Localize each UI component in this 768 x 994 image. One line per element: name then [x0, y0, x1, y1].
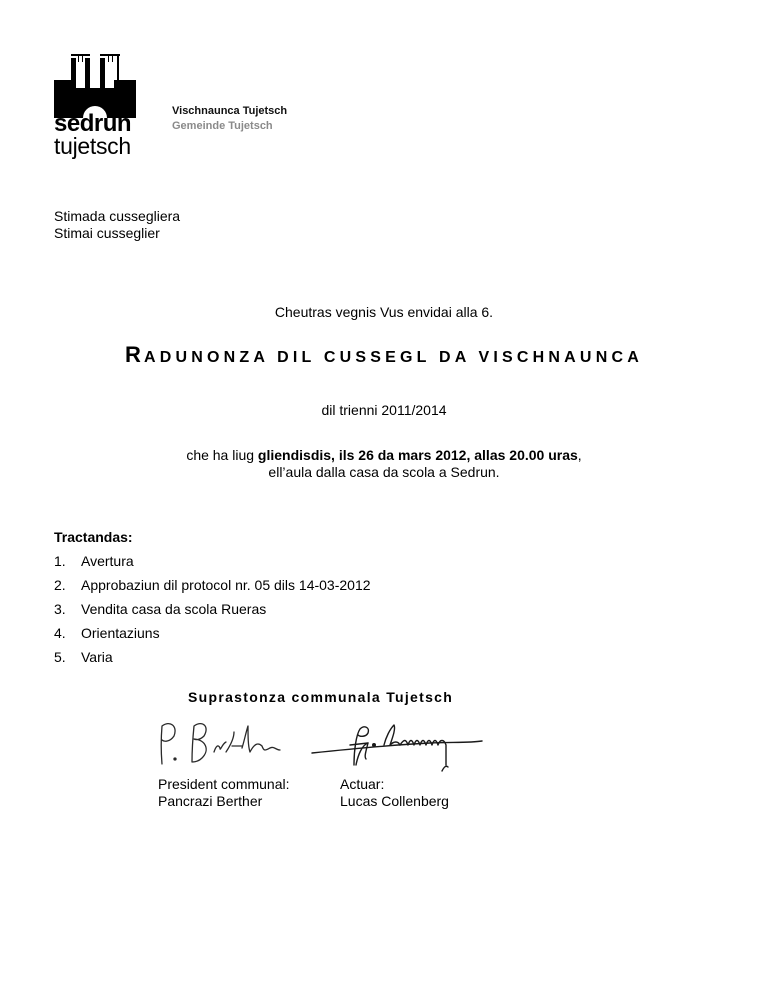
salutation-line-1: Stimada cussegliera	[54, 208, 181, 224]
invitation-line: Cheutras vegnis Vus envidai alla 6.	[274, 304, 494, 320]
agenda-item-text: Approbaziun dil protocol nr. 05 dils 14-03-2012	[81, 577, 371, 593]
schedule-location: ell’aula dalla casa da scola a Sedrun.	[268, 464, 500, 480]
signatory-president	[158, 776, 290, 810]
logo-wordmark-sedrun: sedrun	[54, 110, 132, 137]
actuar-signature	[310, 715, 490, 777]
signatory-role: President communal:	[158, 776, 290, 792]
title-rest: ADUNONZA DIL CUSSEGL DA VISCHNAUNCA	[143, 349, 643, 366]
agenda-item	[54, 577, 371, 601]
signatory-role: Actuar:	[340, 776, 385, 792]
salutation-line-2: Stimai cusseglier	[54, 225, 160, 241]
agenda-item-text: Orientaziuns	[81, 625, 160, 641]
schedule-suffix: ,	[577, 447, 582, 463]
meeting-title	[0, 344, 768, 369]
term-line: dil trienni 2011/2014	[321, 402, 447, 418]
schedule-datetime: gliendisdis, ils 26 da mars 2012, allas 20.00 uras	[257, 447, 578, 463]
agenda-item	[54, 649, 371, 673]
agenda-item-number: 3.	[54, 601, 66, 617]
agenda-item	[54, 625, 371, 649]
agenda-heading: Tractandas:	[54, 529, 133, 545]
agenda-list	[54, 553, 371, 673]
schedule-line-1	[0, 447, 768, 464]
agenda-item-number: 4.	[54, 625, 66, 641]
agenda-item-number: 5.	[54, 649, 66, 665]
salutation	[54, 208, 180, 242]
president-signature	[148, 712, 298, 772]
agenda-item	[54, 601, 371, 625]
signatory-name: Lucas Collenberg	[340, 793, 449, 809]
org-name-german: Gemeinde Tujetsch	[172, 120, 273, 132]
logo-wordmark-tujetsch: tujetsch	[54, 133, 131, 159]
signatory-actuar	[340, 776, 449, 810]
schedule-prefix: che ha liug	[186, 447, 258, 463]
council-heading: Suprastonza communala Tujetsch	[188, 689, 454, 705]
signatory-name: Pancrazi Berther	[158, 793, 263, 809]
agenda-item-text: Vendita casa da scola Rueras	[81, 601, 267, 617]
agenda-item-text: Avertura	[81, 553, 134, 569]
agenda-item-text: Varia	[81, 649, 113, 665]
meeting-schedule	[0, 447, 768, 481]
agenda-item-number: 1.	[54, 553, 66, 569]
title-initial: R	[125, 342, 144, 367]
agenda-item	[54, 553, 371, 577]
agenda-item-number: 2.	[54, 577, 66, 593]
org-name-romansh: Vischnaunca Tujetsch	[172, 105, 288, 117]
